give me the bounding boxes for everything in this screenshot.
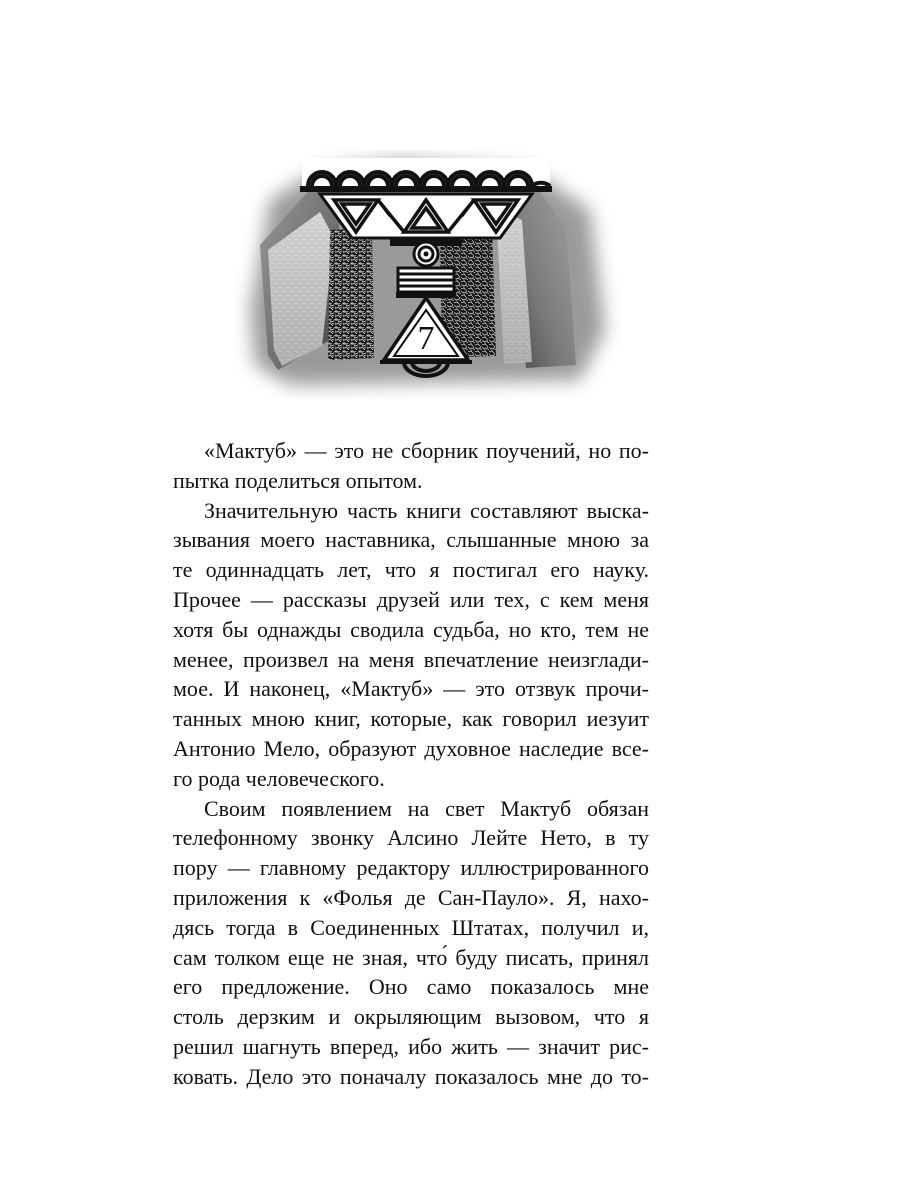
body-text [173,436,649,1092]
chapter-emblem [230,150,620,400]
chapter-emblem-graphic [230,150,620,400]
text-line: танных мною книг, которые, как говорил иезуит [173,706,649,732]
text-line: пору — главному редактору иллюстрированного [173,855,649,881]
chapter-number: 7 [417,320,435,357]
text-line: пытка поделиться опытом. [173,467,423,493]
text-line: зывания моего наставника, слышанные мною за [173,527,649,553]
text-line: ковать. Дело это поначалу показалось мне до то- [173,1063,649,1089]
paragraph-3 [173,794,649,1092]
text-line: его предложение. Оно само показалось мне [173,974,649,1000]
text-line: менее, произвел на меня впечатление неизглади- [173,646,649,672]
text-line: хотя бы однажды сводила судьба, но кто, тем не [173,616,649,642]
paragraph-2 [173,496,649,794]
text-line: Своим появлением на свет Мактуб обязан [204,795,649,821]
text-line: те одиннадцать лет, что я постигал его науку. [173,557,649,583]
text-line: мое. И наконец, «Мактуб» — это отзвук прочи- [173,676,649,702]
text-line: телефонному звонку Алсино Лейте Нето, в ту [173,825,649,851]
text-line: го рода человеческого. [173,765,385,791]
text-line: «Мактуб» — это не сборник поучений, но по- [204,438,649,463]
text-line: столь дерзким и окрыляющим вызовом, что я [173,1004,649,1030]
text-line: Антонио Мело, образуют духовное наследие все- [173,735,649,761]
text-line: дясь тогда в Соединенных Штатах, получил и, [173,914,649,940]
text-line: Значительную часть книги составляют выска- [204,497,649,523]
paragraph-1 [173,436,649,496]
text-line: приложения к «Фолья де Сан-Пауло». Я, нахо- [173,884,649,910]
text-line: решил шагнуть вперед, ибо жить — значит рис- [173,1033,649,1059]
text-line: сам толком еще не зная, что́ буду писать, принял [173,944,649,970]
text-line: Прочее — рассказы друзей или тех, с кем меня [173,586,649,612]
